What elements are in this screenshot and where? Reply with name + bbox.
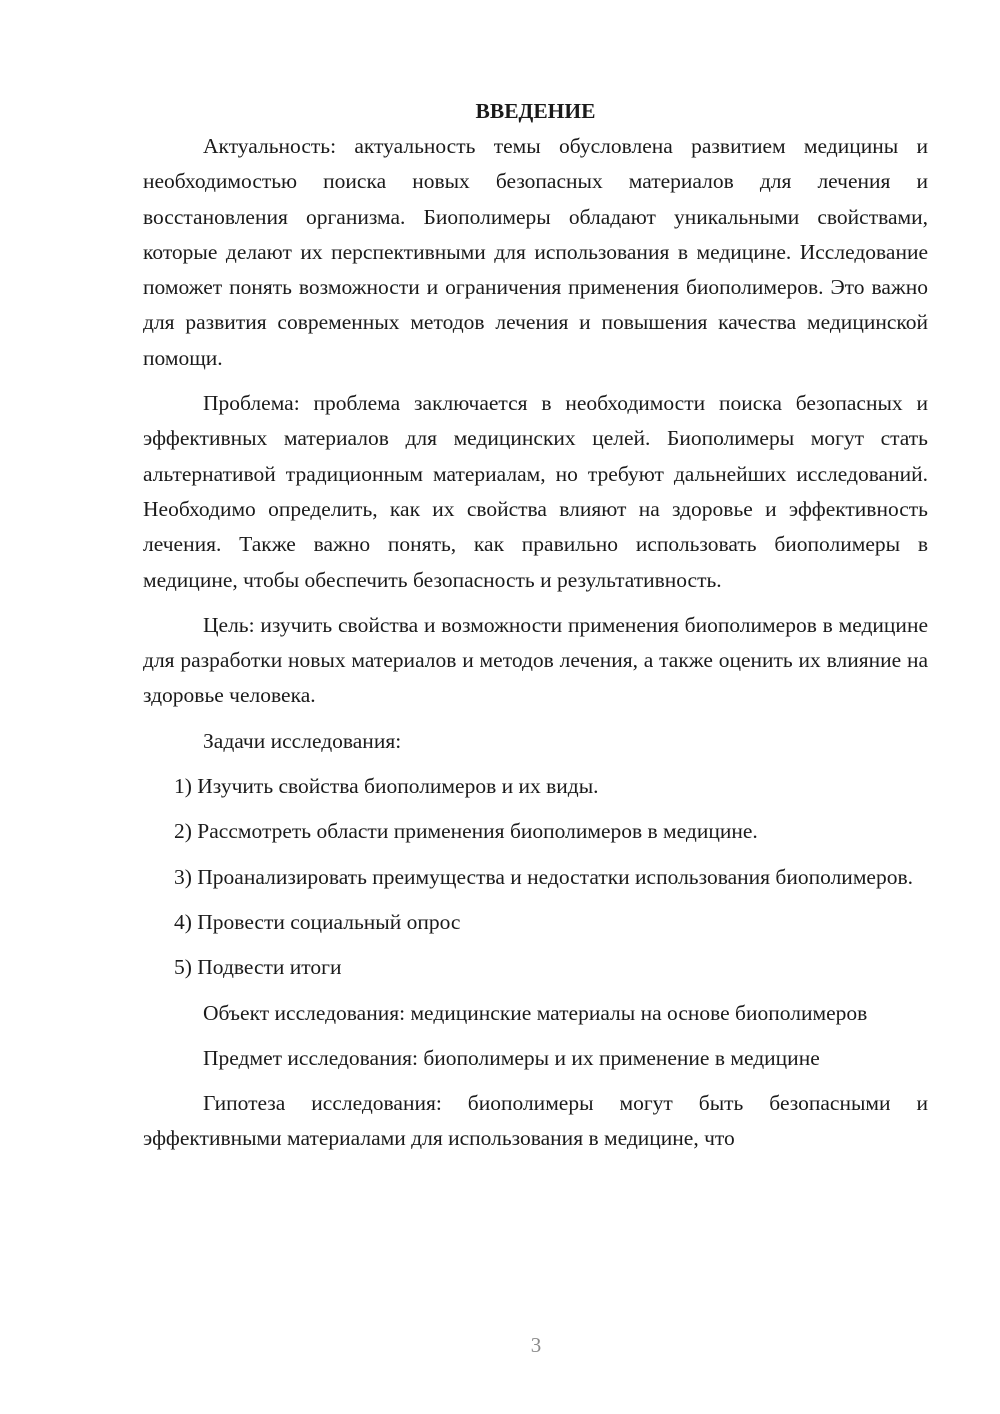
paragraph-relevance: Актуальность: актуальность темы обусловлена развитием медицины и необходимостью поиска новых безопасных материалов для лечения и восстановления организма. Биополимеры обладают уникальными свойствами, которые делают их перспективными для использования в медицине. Исследование поможет понять возможности и ограничения применения биополимеров. Это важно для развития современных методов лечения и повышения качества медицинской помощи.: [143, 134, 928, 370]
tasks-heading: Задачи исследования:: [203, 728, 402, 753]
paragraph-hypothesis: Гипотеза исследования: биополимеры могут быть безопасными и эффективными материалами для использования в медицине, что: [143, 1091, 928, 1151]
task-item-4: 4) Провести социальный опрос: [174, 909, 461, 934]
paragraph-goal: Цель: изучить свойства и возможности применения биополимеров в медицине для разработки новых материалов и методов лечения, а также оценить их влияние на здоровье человека.: [143, 612, 928, 708]
task-item-1: 1) Изучить свойства биополимеров и их виды.: [174, 774, 599, 799]
document-page: [143, 94, 928, 1157]
task-item-5: 5) Подвести итоги: [174, 955, 342, 980]
paragraph-problem: Проблема: проблема заключается в необходимости поиска безопасных и эффективных материалов для медицинских целей. Биополимеры могут стать альтернативой традиционным материалам, но требуют дальнейших исследований. Необходимо определить, как их свойства влияют на здоровье и эффективность лечения. Также важно понять, как правильно использовать биополимеры в медицине, чтобы обеспечить безопасность и результативность.: [143, 391, 928, 592]
section-title: ВВЕДЕНИЕ: [475, 99, 596, 123]
page-number: 3: [530, 1333, 542, 1357]
task-item-3: 3) Проанализировать преимущества и недостатки использования биополимеров.: [174, 864, 913, 889]
paragraph-object: Объект исследования: медицинские материалы на основе биополимеров: [203, 1000, 868, 1025]
paragraph-subject: Предмет исследования: биополимеры и их применение в медицине: [203, 1045, 820, 1070]
task-item-2: 2) Рассмотреть области применения биополимеров в медицине.: [174, 819, 758, 844]
